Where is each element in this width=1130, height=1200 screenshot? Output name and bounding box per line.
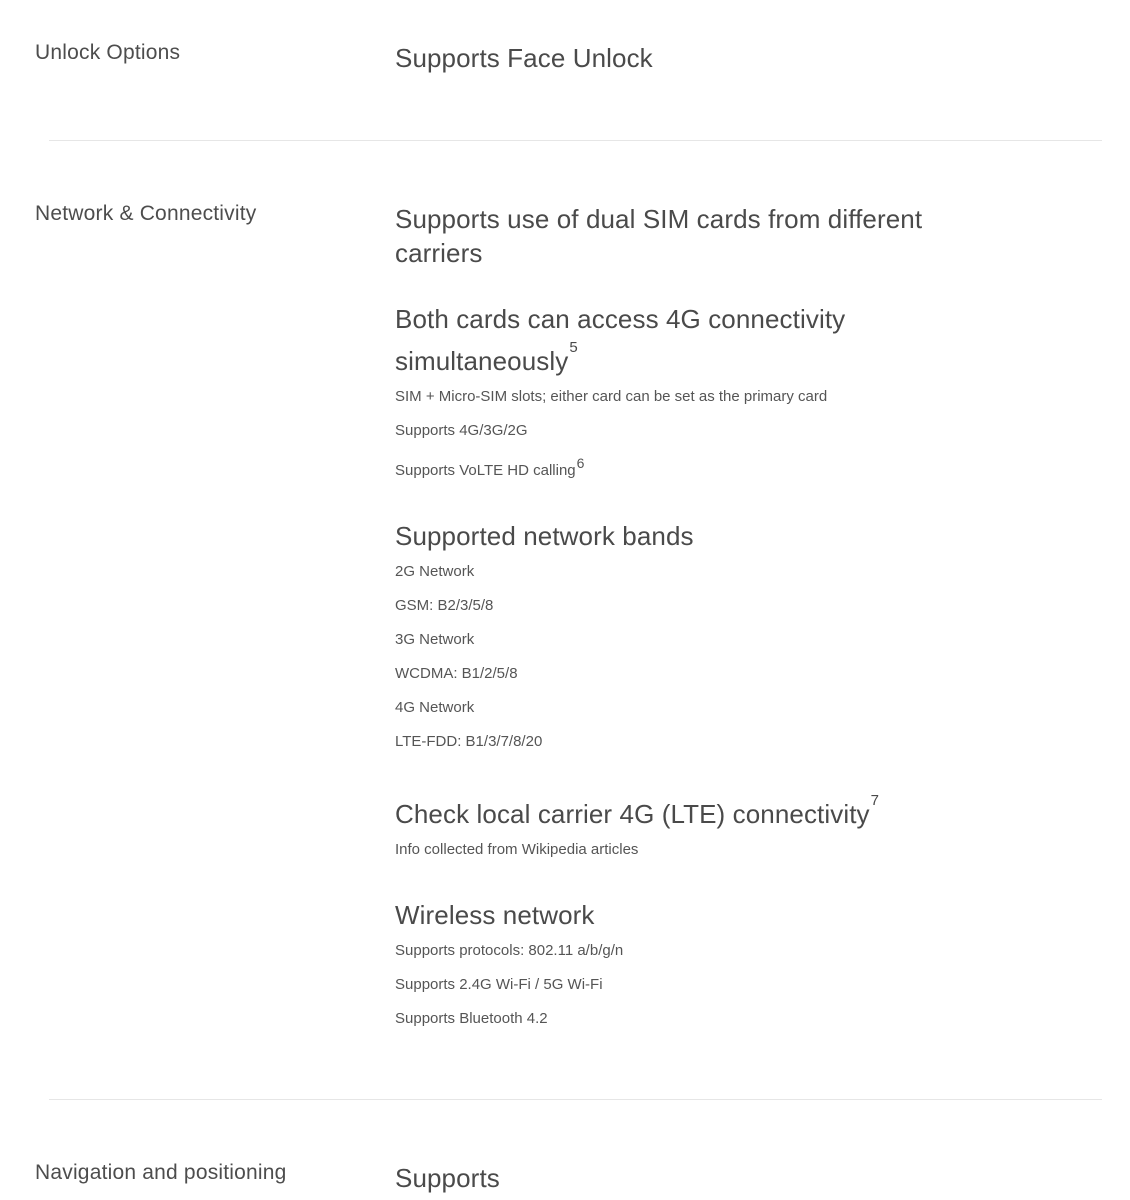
wireless-item: Supports protocols: 802.11 a/b/g/n	[395, 942, 624, 959]
footnote-ref-7[interactable]: 7	[870, 792, 880, 809]
wireless-item: Supports Bluetooth 4.2	[395, 1010, 548, 1027]
simultaneous-4g-heading-line-2	[395, 339, 578, 378]
band-item: WCDMA: B1/2/5/8	[395, 665, 518, 682]
navigation-supports-heading: Supports	[395, 1163, 500, 1193]
dual-sim-heading-line-1: Supports use of dual SIM cards from different	[395, 204, 923, 234]
carrier-info-text: Info collected from Wikipedia articles	[395, 841, 639, 858]
volte-label: Supports VoLTE HD calling	[395, 462, 576, 479]
volte-text	[395, 455, 585, 480]
section-label-navigation-positioning: Navigation and positioning	[35, 1161, 287, 1184]
band-item: 3G Network	[395, 631, 475, 648]
wireless-item: Supports 2.4G Wi-Fi / 5G Wi-Fi	[395, 976, 603, 993]
section-divider	[49, 140, 1102, 141]
dual-sim-heading-line-2: carriers	[395, 238, 483, 268]
simultaneous-4g-text: simultaneously	[395, 346, 569, 376]
section-label-unlock-options: Unlock Options	[35, 41, 181, 64]
band-item: 2G Network	[395, 563, 475, 580]
supported-generations-text: Supports 4G/3G/2G	[395, 422, 528, 439]
sim-slots-text: SIM + Micro-SIM slots; either card can be set as the primary card	[395, 388, 828, 405]
band-item: GSM: B2/3/5/8	[395, 597, 494, 614]
wireless-network-heading: Wireless network	[395, 900, 595, 930]
carrier-connectivity-heading[interactable]	[395, 792, 880, 831]
footnote-ref-6[interactable]: 6	[576, 455, 585, 471]
section-label-network-connectivity: Network & Connectivity	[35, 202, 257, 225]
network-bands-heading: Supported network bands	[395, 521, 694, 551]
carrier-connectivity-link[interactable]: Check local carrier 4G (LTE) connectivity	[395, 799, 870, 829]
band-item: 4G Network	[395, 699, 475, 716]
footnote-ref-5[interactable]: 5	[569, 339, 578, 356]
band-item: LTE-FDD: B1/3/7/8/20	[395, 733, 543, 750]
face-unlock-heading: Supports Face Unlock	[395, 43, 653, 73]
simultaneous-4g-heading-line-1: Both cards can access 4G connectivity	[395, 304, 846, 334]
section-divider	[49, 1099, 1102, 1100]
